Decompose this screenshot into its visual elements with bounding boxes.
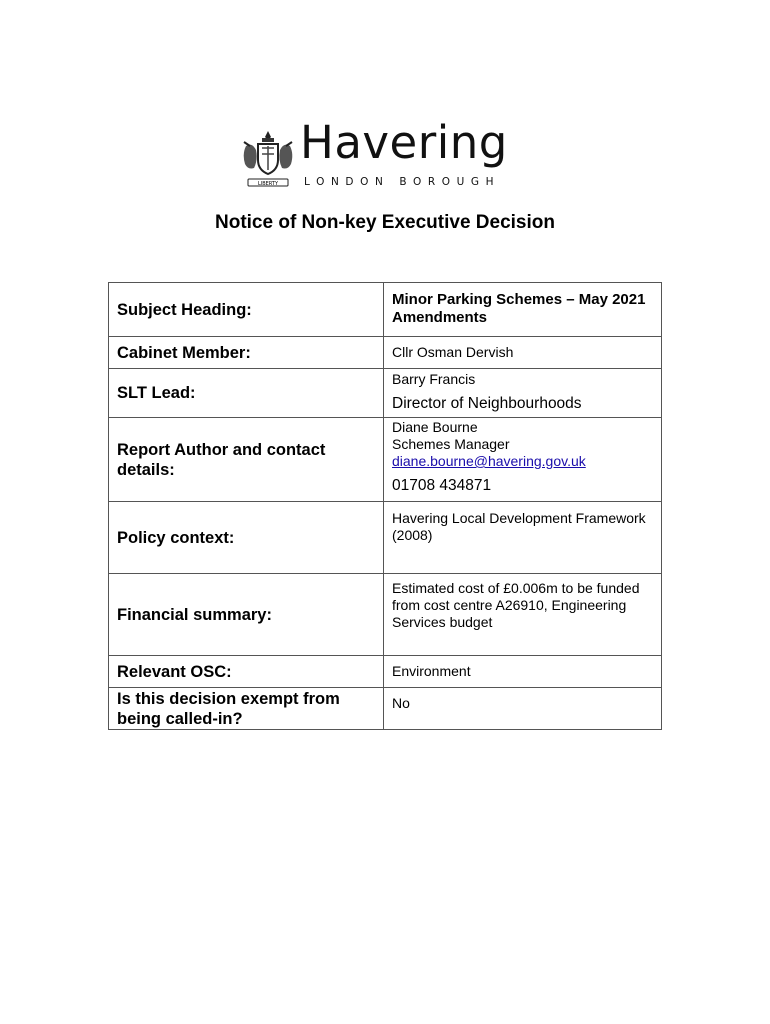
slt-name: Barry Francis <box>392 371 476 387</box>
table-row <box>109 418 662 502</box>
cabinet-value: Cllr Osman Dervish <box>392 344 514 360</box>
slt-label-cell <box>109 369 384 418</box>
author-name: Diane Bourne <box>392 419 478 435</box>
financial-label-cell <box>109 574 384 656</box>
financial-value-cell <box>384 574 662 656</box>
motto-text: LIBERTY <box>257 181 279 187</box>
policy-value: Havering Local Development Framework (2008) <box>392 510 646 543</box>
author-email-link[interactable]: diane.bourne@havering.gov.uk <box>392 453 586 469</box>
exempt-label: Is this decision exempt from being called-in? <box>117 690 340 728</box>
table-row <box>109 656 662 688</box>
table-row <box>109 688 662 730</box>
havering-logo <box>240 116 530 190</box>
exempt-label-cell <box>109 688 384 730</box>
logo-wordmark: Havering <box>300 116 508 169</box>
subject-label-cell <box>109 283 384 337</box>
slt-label: SLT Lead: <box>117 384 196 402</box>
subject-value-cell <box>384 283 662 337</box>
policy-label: Policy context: <box>117 528 235 547</box>
exempt-value-cell <box>384 688 662 730</box>
policy-label-cell <box>109 502 384 574</box>
slt-role: Director of Neighbourhoods <box>392 395 582 412</box>
author-value-cell <box>384 418 662 502</box>
table-row <box>109 574 662 656</box>
exempt-value: No <box>392 695 410 711</box>
coat-of-arms-icon <box>240 128 296 190</box>
osc-label-cell <box>109 656 384 688</box>
cabinet-label-cell <box>109 337 384 369</box>
decision-table <box>108 282 662 730</box>
slt-value-cell <box>384 369 662 418</box>
financial-label: Financial summary: <box>117 605 272 624</box>
subject-label: Subject Heading: <box>117 300 252 319</box>
page-title: Notice of Non-key Executive Decision <box>215 212 555 233</box>
author-label-cell <box>109 418 384 502</box>
table-row <box>109 283 662 337</box>
table-row <box>109 369 662 418</box>
author-role: Schemes Manager <box>392 436 510 452</box>
author-phone: 01708 434871 <box>392 477 492 494</box>
cabinet-label: Cabinet Member: <box>117 343 251 362</box>
table-row <box>109 337 662 369</box>
author-label: Report Author and contact details: <box>117 440 326 479</box>
policy-value-cell <box>384 502 662 574</box>
cabinet-value-cell <box>384 337 662 369</box>
osc-value: Environment <box>392 663 471 679</box>
table-row <box>109 502 662 574</box>
logo-subtitle: LONDON BOROUGH <box>304 176 501 188</box>
subject-value: Minor Parking Schemes – May 2021 Amendments <box>392 291 646 326</box>
osc-value-cell <box>384 656 662 688</box>
financial-value: Estimated cost of £0.006m to be funded from cost centre A26910, Engineering Services budget <box>392 580 640 630</box>
osc-label: Relevant OSC: <box>117 662 232 681</box>
